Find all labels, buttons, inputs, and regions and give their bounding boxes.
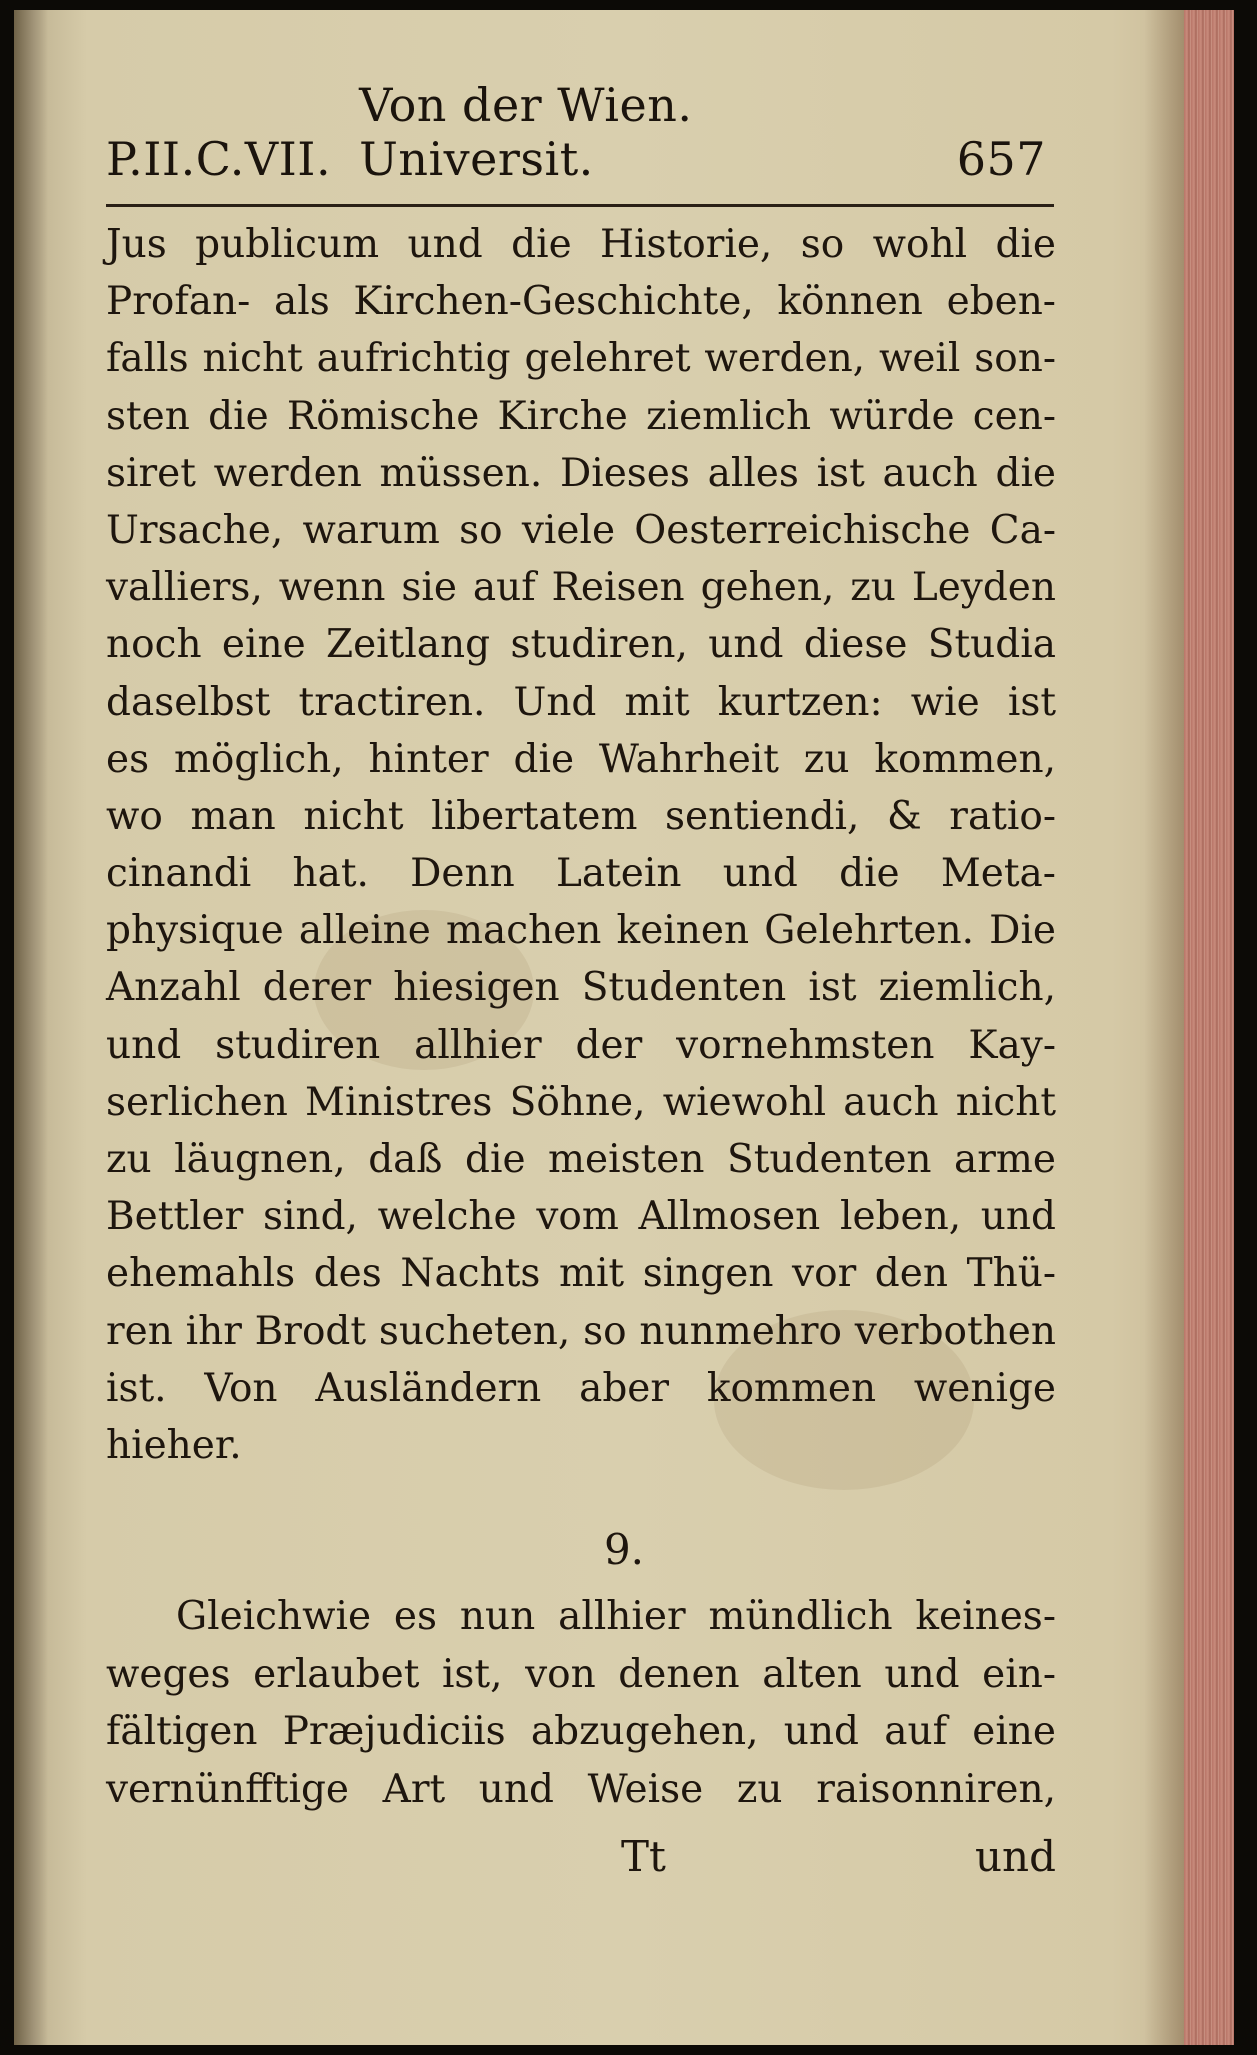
text-line: Anzahl derer hiesigen Studenten ist ziemlich, <box>106 965 1056 1011</box>
text-line: Gleichwie es nun allhier mündlich keines- <box>176 1594 1056 1639</box>
text-line: falls nicht aufrichtig gelehret werden, weil son- <box>106 336 1056 382</box>
text-line: fältigen Præjudiciis abzugehen, und auf eine <box>106 1709 1056 1754</box>
text-line: ehemahls des Nachts mit singen vor den Thü- <box>106 1251 1056 1297</box>
text-line: serlichen Ministres Söhne, wiewohl auch nicht <box>106 1079 1056 1125</box>
header-rule <box>106 204 1054 207</box>
text-line: Jus publicum und die Historie, so wohl die <box>106 222 1056 267</box>
text-line: hieher. <box>106 1422 242 1468</box>
catchword: und <box>975 1832 1056 1881</box>
text-line: ist. Von Ausländern aber kommen wenige <box>106 1365 1056 1411</box>
book-page <box>14 10 1234 2045</box>
running-header <box>106 78 1046 186</box>
page-edge-red <box>1184 10 1234 2045</box>
running-title: Von der Wien. Universit. <box>359 78 693 186</box>
text-line: Profan- als Kirchen-Geschichte, können eben- <box>106 279 1056 325</box>
text-line: Ursache, warum so viele Oesterreichische Ca- <box>106 507 1056 553</box>
text-line: zu läugnen, daß die meisten Studenten arme <box>106 1137 1056 1182</box>
text-line: ren ihr Brodt sucheten, so nunmehro verbothen <box>106 1308 1056 1354</box>
signature-mark: Tt <box>621 1832 666 1881</box>
text-line: vernünfftige Art und Weise zu raisonniren, <box>106 1766 1056 1812</box>
paragraph-1 <box>106 216 1056 1474</box>
text-line: valliers, wenn sie auf Reisen gehen, zu Leyden <box>106 565 1056 611</box>
text-line: daselbst tractiren. Und mit kurtzen: wie ist <box>106 679 1056 725</box>
text-line: und studiren allhier der vornehmsten Kay- <box>106 1022 1056 1068</box>
text-line: siret werden müssen. Dieses alles ist auch die <box>106 450 1056 496</box>
part-chapter: P.II.C.VII. <box>106 132 332 186</box>
section-number: 9. <box>603 1525 645 1574</box>
text-line: wo man nicht libertatem sentiendi, & ratio- <box>106 793 1056 839</box>
page-edge-shade <box>1144 10 1184 2045</box>
text-line: sten die Römische Kirche ziemlich würde cen- <box>106 393 1056 439</box>
text-line: weges erlaubet ist, von denen alten und ein- <box>106 1651 1056 1697</box>
text-line: es möglich, hinter die Wahrheit zu kommen, <box>106 736 1056 782</box>
text-line: physique alleine machen keinen Gelehrten. Die <box>106 908 1056 954</box>
text-line: Bettler sind, welche vom Allmosen leben, und <box>106 1194 1056 1240</box>
text-line: cinandi hat. Denn Latein und die Meta- <box>106 851 1056 897</box>
paragraph-2 <box>106 1588 1056 1818</box>
gutter-shadow <box>14 10 48 2045</box>
text-line: noch eine Zeitlang studiren, und diese Studia <box>106 622 1056 668</box>
page-footer <box>106 1832 1056 1892</box>
page-number: 657 <box>956 132 1046 186</box>
